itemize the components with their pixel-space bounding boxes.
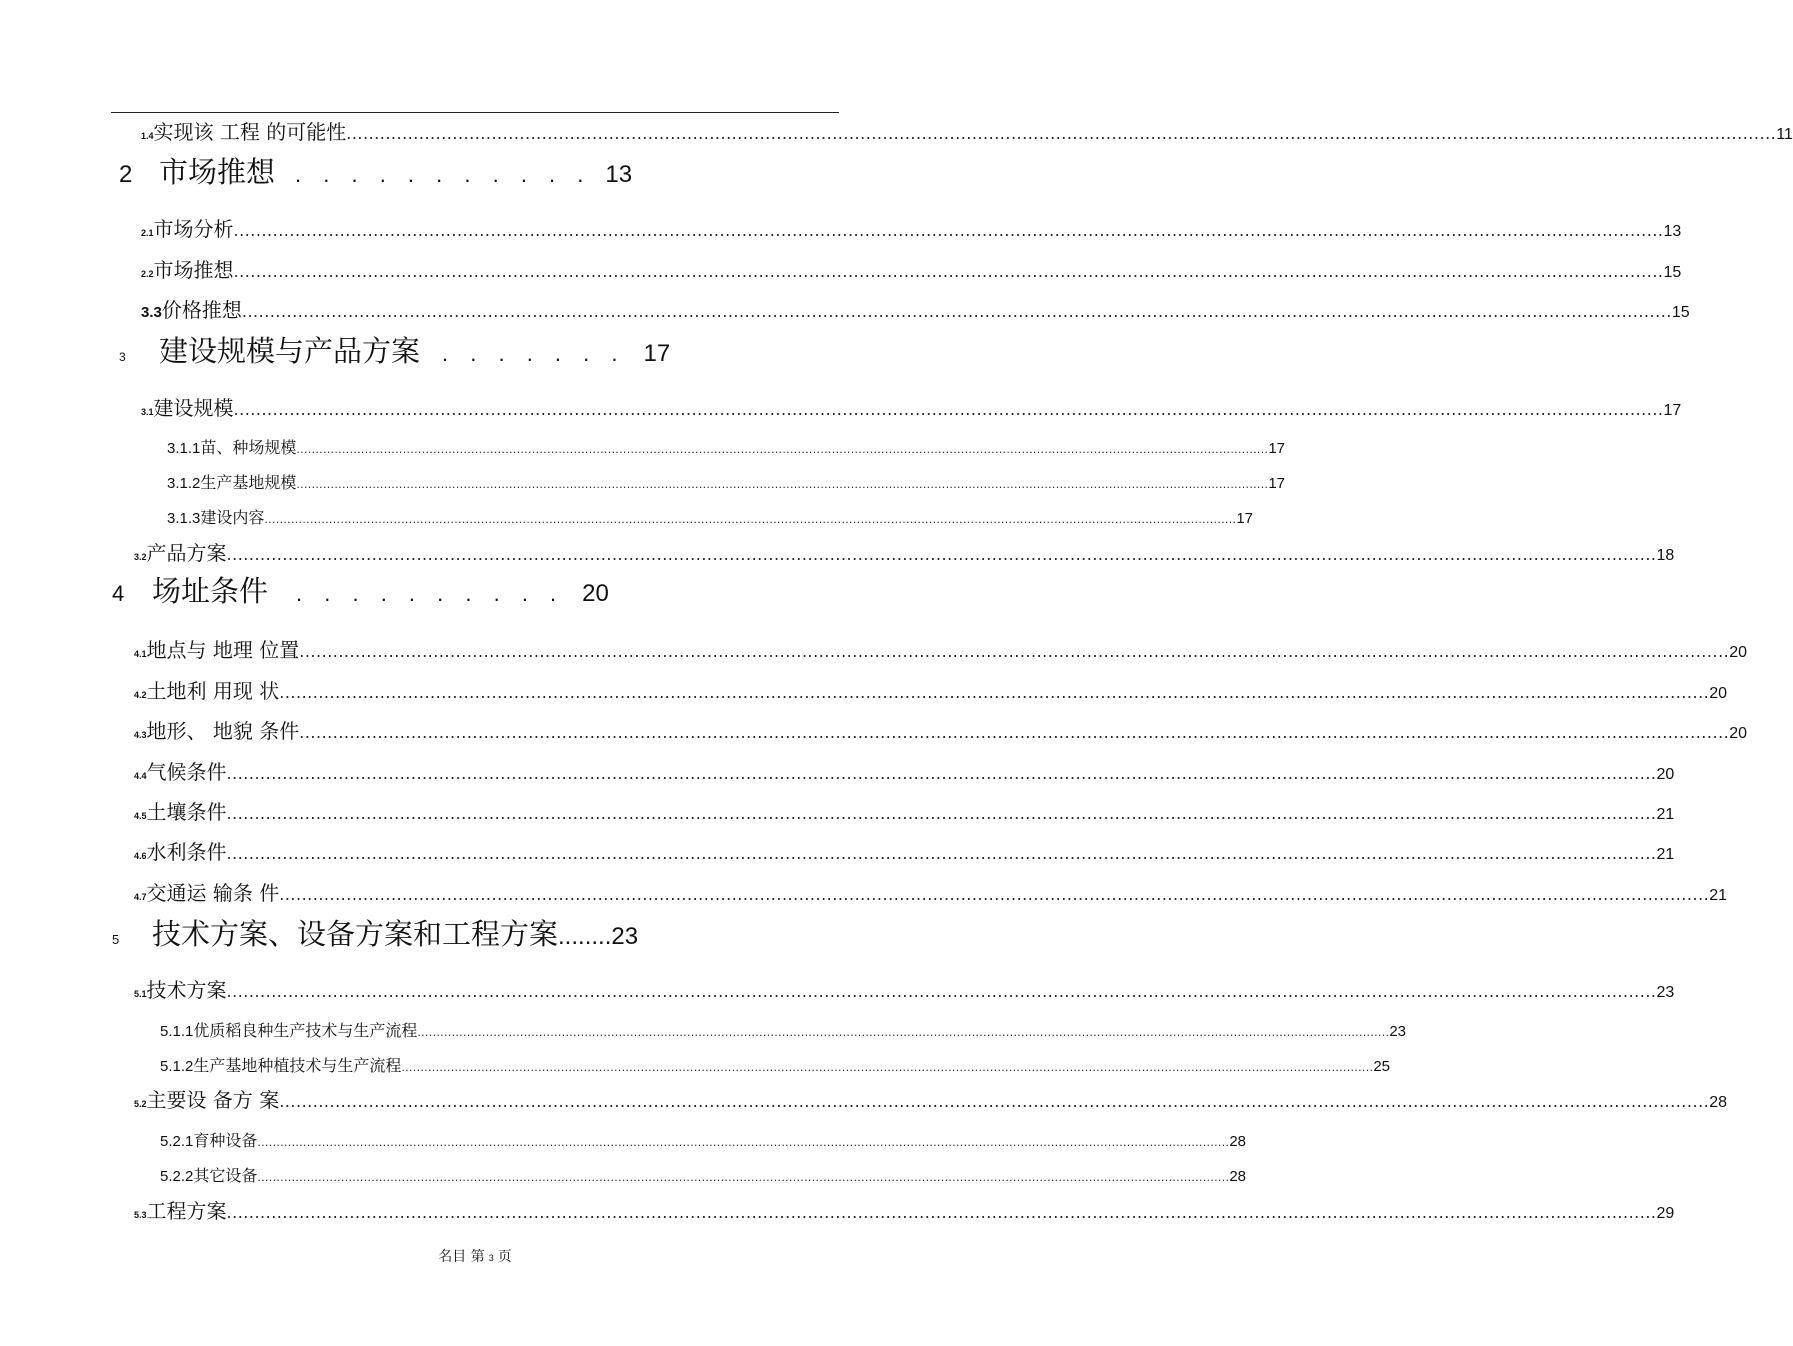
entry-page: 21 [1656,846,1675,863]
toc-entry-3-1-2[interactable] [167,470,1285,493]
entry-title: 优质稻良种生产技术与生产流程 [193,1021,418,1040]
header-rule [111,112,839,113]
entry-number: 4.5 [134,811,147,821]
dot-leader: ................................................................................................................................................................................................................................................................ [226,844,1657,863]
chapter-number: 5 [112,932,120,947]
toc-entry-5-1-1[interactable] [160,1018,1406,1041]
dot-leader: ................................................................................................................................................................................................................................................................ [299,642,1730,661]
entry-title: 土地利 用现 状 [146,679,280,703]
entry-title: 土壤条件 [146,800,227,824]
toc-entry-3-1-3[interactable] [167,505,1253,528]
entry-number: 2.1 [141,228,154,238]
chapter-page: 23 [611,923,639,950]
entry-page: 23 [1389,1023,1406,1040]
entry-page: 13 [1663,223,1682,240]
entry-number: 5.2 [134,1099,147,1109]
toc-entry-5-2-1[interactable] [160,1128,1246,1151]
dot-leader: ................................................................................................................................................................................................................................................................ [279,1092,1710,1111]
entry-number: 3.1.3 [167,510,201,527]
entry-page: 21 [1709,887,1728,904]
toc-chapter-4[interactable] [112,569,609,610]
chapter-title: 建设规模与产品方案 [159,334,421,368]
toc-entry-5-3[interactable] [134,1195,1675,1224]
entry-title: 技术方案 [146,978,227,1002]
dot-leader: ................................................................................................................................................................................................................................................................ [257,1171,1230,1184]
chapter-dots: . . . . . . . . . . . [295,162,592,187]
chapter-title: 场址条件 [152,574,269,608]
toc-entry-5-1-2[interactable] [160,1053,1390,1076]
chapter-title: 技术方案、设备方案和工程方案 [152,917,559,951]
dot-leader: ................................................................................................................................................................................................................................................................ [346,124,1777,143]
toc-entry-4-6[interactable] [134,836,1675,865]
entry-number: 3.3 [141,304,162,321]
entry-page: 25 [1373,1058,1390,1075]
dot-leader: ................................................................................................................................................................................................................................................................ [279,683,1710,702]
entry-number: 5.1.1 [160,1023,194,1040]
entry-title: 建设内容 [200,508,265,527]
toc-entry-4-3[interactable] [134,715,1748,744]
chapter-number: 4 [112,581,125,606]
entry-number: 5.2.2 [160,1168,194,1185]
footer-label-right: 页 [497,1249,512,1265]
entry-title: 市场推想 [153,258,234,282]
entry-number: 3.2 [134,552,147,562]
entry-number: 4.2 [134,690,147,700]
entry-page: 17 [1236,510,1253,527]
entry-number: 5.3 [134,1210,147,1220]
entry-title: 实现该 工程 的可能性 [153,120,347,144]
dot-leader: ................................................................................................................................................................................................................................................................ [257,1136,1230,1149]
toc-entry-2-2[interactable] [141,254,1682,283]
dot-leader: ................................................................................................................................................................................................................................................................ [233,400,1664,419]
dot-leader: ................................................................................................................................................................................................................................................................ [233,262,1664,281]
toc-entry-4-7[interactable] [134,877,1728,906]
toc-entry-3-1-1[interactable] [167,435,1285,458]
toc-chapter-5[interactable] [112,912,638,953]
entry-page: 28 [1229,1168,1246,1185]
entry-page: 11 [1776,126,1793,143]
entry-page: 20 [1656,766,1675,783]
dot-leader: ................................................................................................................................................................................................................................................................ [279,885,1710,904]
entry-page: 29 [1656,1205,1675,1222]
entry-number: 3.1.1 [167,440,201,457]
chapter-dots: . . . . . . . . . . [296,581,565,606]
entry-page: 18 [1656,547,1675,564]
entry-title: 苗、种场规模 [200,438,297,457]
entry-number: 4.6 [134,851,147,861]
chapter-dots: ........ [558,923,612,950]
entry-title: 育种设备 [193,1131,258,1150]
dot-leader: ................................................................................................................................................................................................................................................................ [296,443,1269,456]
entry-title: 地点与 地理 位置 [146,638,300,662]
chapter-page: 17 [643,340,671,367]
entry-number: 2.2 [141,269,154,279]
entry-page: 17 [1268,440,1285,457]
entry-title: 建设规模 [153,396,234,420]
toc-entry-4-2[interactable] [134,675,1728,704]
dot-leader: ................................................................................................................................................................................................................................................................ [264,513,1237,526]
toc-entry-3-1[interactable] [141,392,1682,421]
entry-title: 气候条件 [146,760,227,784]
toc-chapter-3[interactable] [119,329,670,370]
entry-page: 17 [1268,475,1285,492]
entry-number: 5.2.1 [160,1133,194,1150]
dot-leader: ................................................................................................................................................................................................................................................................ [241,302,1672,321]
entry-number: 3.1 [141,407,154,417]
dot-leader: ................................................................................................................................................................................................................................................................ [299,723,1730,742]
toc-chapter-2[interactable] [119,150,632,191]
entry-number: 4.1 [134,649,147,659]
entry-title: 水利条件 [146,840,227,864]
dot-leader: ................................................................................................................................................................................................................................................................ [233,221,1664,240]
entry-title: 生产基地规模 [200,473,297,492]
dot-leader: ................................................................................................................................................................................................................................................................ [226,1203,1657,1222]
dot-leader: ................................................................................................................................................................................................................................................................ [226,804,1657,823]
toc-entry-5-2-2[interactable] [160,1163,1246,1186]
dot-leader: ................................................................................................................................................................................................................................................................ [226,545,1657,564]
chapter-page: 13 [605,161,633,188]
entry-title: 其它设备 [193,1166,258,1185]
page-footer [0,1246,950,1266]
entry-title: 价格推想 [161,298,242,322]
toc-entry-2-1[interactable] [141,213,1682,242]
entry-number: 5.1 [134,989,147,999]
entry-page: 21 [1656,806,1675,823]
footer-page-number: 3 [488,1253,494,1263]
entry-title: 主要设 备方 案 [146,1088,280,1112]
entry-page: 20 [1729,725,1748,742]
entry-page: 20 [1729,644,1748,661]
entry-page: 17 [1663,402,1682,419]
dot-leader: ................................................................................................................................................................................................................................................................ [417,1026,1390,1039]
dot-leader: ................................................................................................................................................................................................................................................................ [401,1061,1374,1074]
chapter-number: 2 [119,161,133,188]
chapter-dots: . . . . . . . [442,341,626,366]
entry-page: 15 [1663,264,1682,281]
entry-number: 3.1.2 [167,475,201,492]
dot-leader: ................................................................................................................................................................................................................................................................ [296,478,1269,491]
entry-page: 15 [1671,304,1690,321]
toc-entry-4-5[interactable] [134,796,1675,825]
dot-leader: ................................................................................................................................................................................................................................................................ [226,764,1657,783]
chapter-title: 市场推想 [159,155,276,189]
entry-title: 工程方案 [146,1199,227,1223]
entry-title: 产品方案 [146,541,227,565]
toc-entry-1-4[interactable] [141,116,1793,145]
entry-page: 28 [1229,1133,1246,1150]
chapter-number: 3 [119,350,126,364]
toc-entry-5-2[interactable] [134,1084,1728,1113]
entry-number: 1.4 [141,131,154,141]
entry-page: 23 [1656,984,1675,1001]
toc-entry-4-4[interactable] [134,756,1675,785]
chapter-page: 20 [582,580,609,607]
entry-page: 28 [1709,1094,1728,1111]
entry-number: 4.7 [134,892,147,902]
toc-entry-4-1[interactable] [134,634,1748,663]
toc-entry-3-3[interactable] [141,294,1690,323]
entry-title: 地形、 地貌 条件 [146,719,300,743]
entry-number: 5.1.2 [160,1058,194,1075]
entry-number: 4.3 [134,730,147,740]
entry-number: 4.4 [134,771,147,781]
toc-entry-3-2[interactable] [134,537,1675,566]
entry-title: 交通运 输条 件 [146,881,280,905]
dot-leader: ................................................................................................................................................................................................................................................................ [226,982,1657,1001]
entry-title: 市场分析 [153,217,234,241]
entry-page: 20 [1709,685,1728,702]
footer-label-left: 名目 第 [438,1249,485,1265]
entry-title: 生产基地种植技术与生产流程 [193,1056,402,1075]
toc-entry-5-1[interactable] [134,974,1675,1003]
